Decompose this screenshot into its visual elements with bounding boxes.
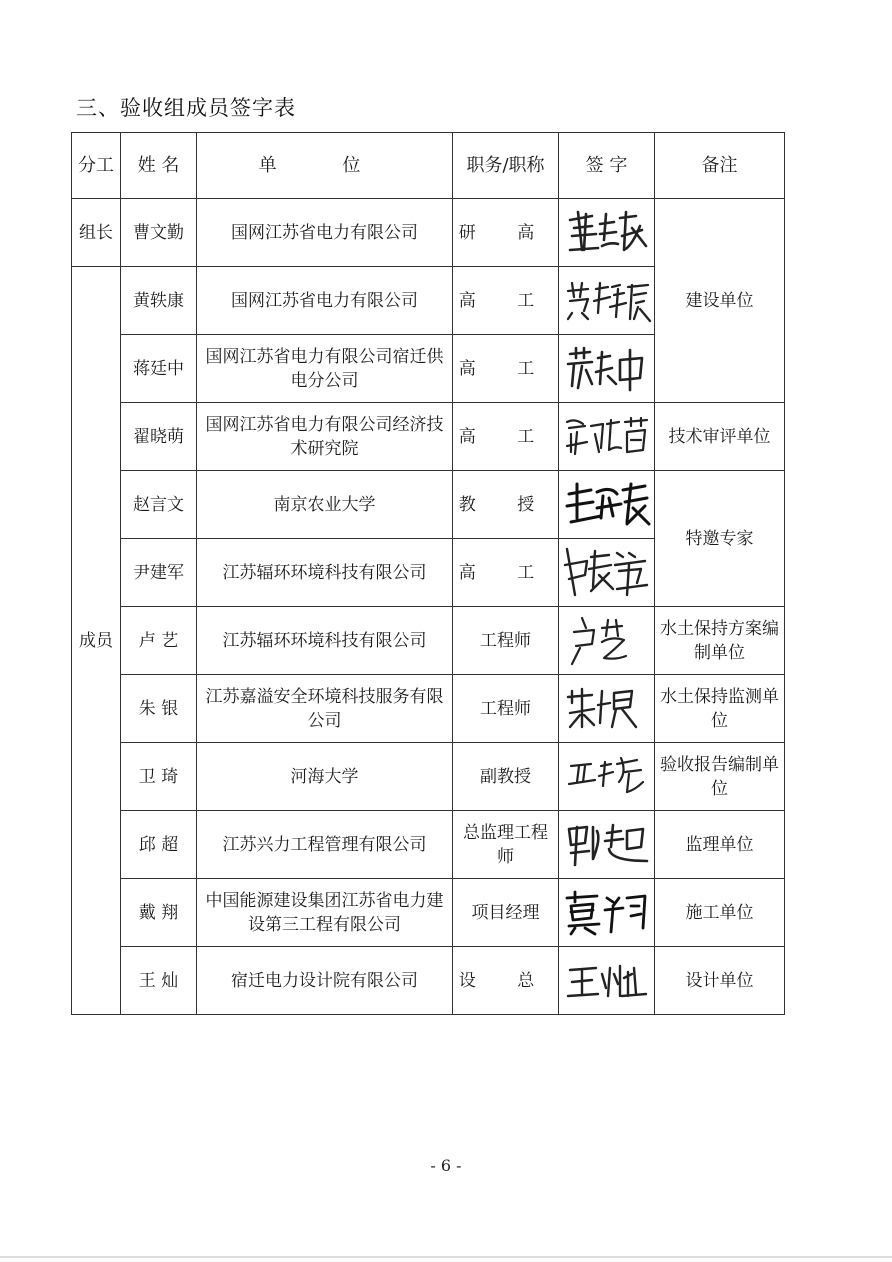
handwritten-signature [559,947,655,1015]
member-name: 卢 艺 [121,607,197,675]
member-unit: 江苏嘉溢安全环境科技服务有限公司 [197,675,453,743]
member-name: 赵言文 [121,471,197,539]
member-name: 朱 银 [121,675,197,743]
remark-construction: 施工单位 [655,879,785,947]
member-unit: 宿迁电力设计院有限公司 [197,947,453,1015]
remark-plan: 水土保持方案编制单位 [655,607,785,675]
handwritten-signature [559,879,655,947]
member-unit: 国网江苏省电力有限公司经济技术研究院 [197,403,453,471]
page-number: - 6 - [430,1156,462,1175]
role-leader: 组长 [72,199,121,267]
table-row [72,743,785,811]
table-row [72,879,785,947]
col-name: 姓 名 [121,133,197,199]
member-title: 高 工 [453,335,559,403]
member-name: 邱 超 [121,811,197,879]
remark-builder: 建设单位 [655,199,785,403]
col-unit: 单 位 [197,133,453,199]
member-unit: 江苏辐环环境科技有限公司 [197,539,453,607]
table-row [72,199,785,267]
table-row [72,403,785,471]
member-unit: 国网江苏省电力有限公司宿迁供电分公司 [197,335,453,403]
role-member: 成员 [72,267,121,1015]
handwritten-signature [559,811,655,879]
table-row [72,471,785,539]
section-heading: 三、验收组成员签字表 [76,96,296,120]
member-name: 蒋廷中 [121,335,197,403]
remark-report: 验收报告编制单位 [655,743,785,811]
handwritten-signature [559,335,655,403]
member-title: 工程师 [453,675,559,743]
table-row [72,947,785,1015]
member-title: 副教授 [453,743,559,811]
member-unit: 国网江苏省电力有限公司 [197,267,453,335]
member-unit: 河海大学 [197,743,453,811]
member-title: 设 总 [453,947,559,1015]
handwritten-signature [559,607,655,675]
col-role: 分工 [72,133,121,199]
remark-review: 技术审评单位 [655,403,785,471]
table-row [72,675,785,743]
member-name: 王 灿 [121,947,197,1015]
member-unit: 江苏辐环环境科技有限公司 [197,607,453,675]
handwritten-signature [559,403,655,471]
member-name: 黄轶康 [121,267,197,335]
handwritten-signature [559,539,655,607]
member-title: 研 高 [453,199,559,267]
member-title: 高 工 [453,267,559,335]
scan-edge [0,1256,892,1258]
col-signature: 签 字 [559,133,655,199]
member-title: 工程师 [453,607,559,675]
table-row [72,811,785,879]
member-title: 高 工 [453,403,559,471]
member-name: 卫 琦 [121,743,197,811]
member-unit: 江苏兴力工程管理有限公司 [197,811,453,879]
remark-expert: 特邀专家 [655,471,785,607]
member-title: 教 授 [453,471,559,539]
remark-supervision: 监理单位 [655,811,785,879]
handwritten-signature [559,267,655,335]
member-name: 曹文勤 [121,199,197,267]
member-title: 项目经理 [453,879,559,947]
member-title: 总监理工程师 [453,811,559,879]
member-name: 戴 翔 [121,879,197,947]
col-title: 职务/职称 [453,133,559,199]
remark-monitor: 水土保持监测单位 [655,675,785,743]
handwritten-signature [559,199,655,267]
handwritten-signature [559,471,655,539]
member-unit: 南京农业大学 [197,471,453,539]
member-title: 高 工 [453,539,559,607]
table-row [72,607,785,675]
handwritten-signature [559,675,655,743]
member-name: 尹建军 [121,539,197,607]
header-row [72,133,785,199]
signature-table [71,132,785,1015]
col-remark: 备注 [655,133,785,199]
handwritten-signature [559,743,655,811]
member-unit: 中国能源建设集团江苏省电力建设第三工程有限公司 [197,879,453,947]
member-name: 翟晓萌 [121,403,197,471]
remark-design: 设计单位 [655,947,785,1015]
member-unit: 国网江苏省电力有限公司 [197,199,453,267]
